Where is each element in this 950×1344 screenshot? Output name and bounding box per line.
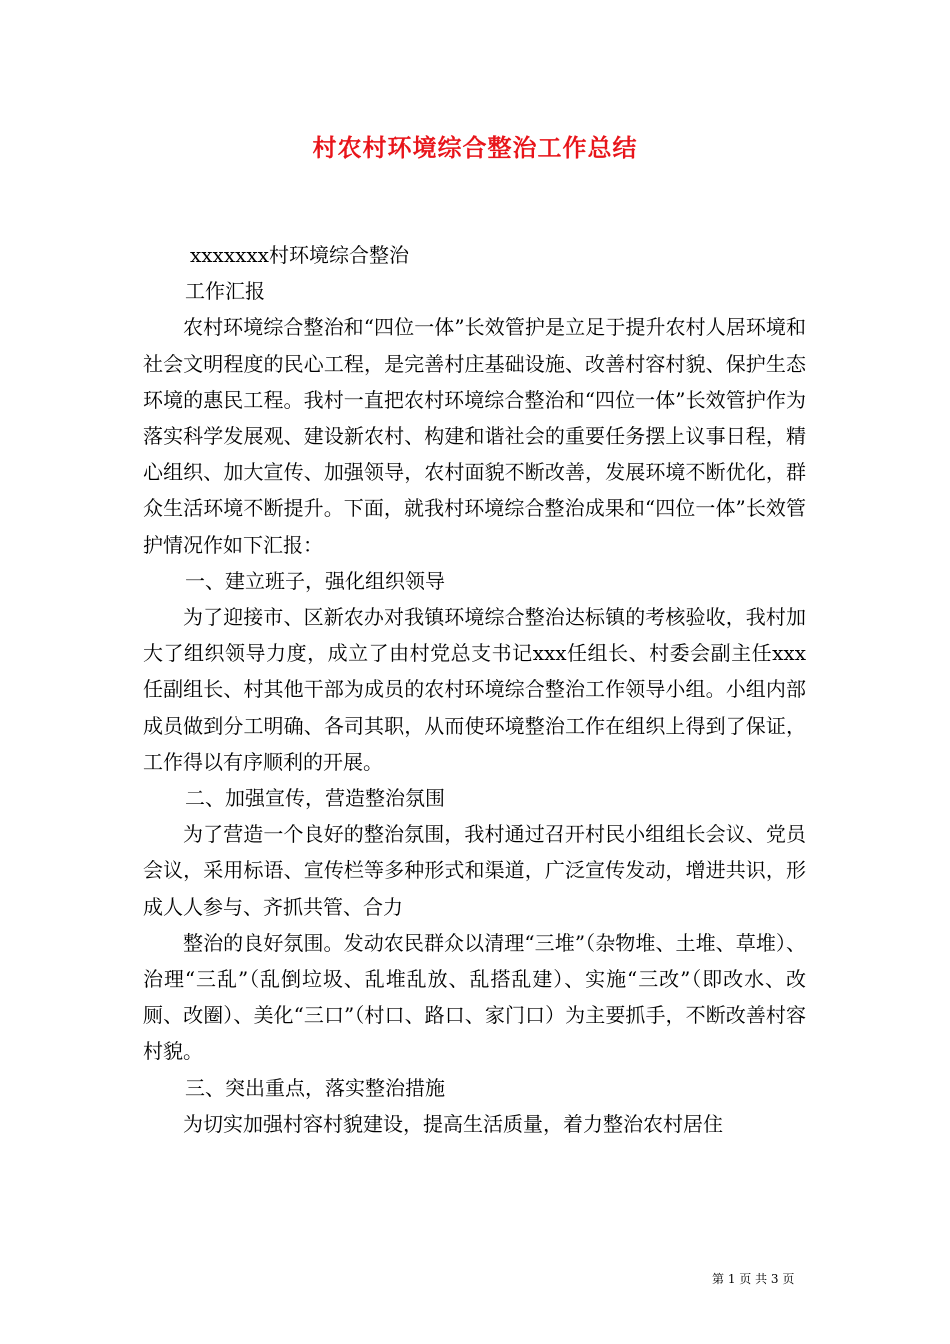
section-heading-1: 一、建立班子，强化组织领导: [185, 568, 445, 593]
section-heading-2: 二、加强宣传，营造整治氛围: [185, 786, 445, 811]
paragraph-intro: 农村环境综合整治和“四位一体”长效管护是立足于提升农村人居环境和社会文明程度的民心工程，是完善村庄基础设施、改善村容村貌、保护生态环境的惠民工程。我村一直把农村环境综合整治和“四位一体”长效管护作为落实科学发展观、建设新农村、构建和谐社会的重要任务摆上议事日程，精心组织、加大宣传、加强领导，农村面貌不断改善，发展环境不断优化，群众生活环境不断提升。下面，就我村环境综合整治成果和“四位一体”长效管护情况作如下汇报：: [143, 315, 806, 557]
section-heading-3: 三、突出重点，落实整治措施: [185, 1075, 445, 1100]
paragraph-section-1: 为了迎接市、区新农办对我镇环境综合整治达标镇的考核验收，我村加大了组织领导力度，成立了由村党总支书记xxx任组长、村委会副主任xxx任副组长、村其他干部为成员的农村环境综合整治工作领导小组。小组内部成员做到分工明确、各司其职，从而使环境整治工作在组织上得到了保证，工作得以有序顺利的开展。: [143, 605, 806, 774]
paragraph-report-label: 工作汇报: [185, 279, 265, 304]
page-indicator: 第 1 页 共 3 页: [712, 1272, 795, 1286]
paragraph-section-2a: 为了营造一个良好的整治氛围，我村通过召开村民小组组长会议、党员会议，采用标语、宣传栏等多种形式和渠道，广泛宣传发动，增进共识，形成人人参与、齐抓共管、合力: [143, 822, 806, 919]
paragraph-section-3: 为切实加强村容村貌建设，提高生活质量，着力整治农村居住: [183, 1111, 723, 1136]
document-body: [143, 237, 806, 1142]
paragraph-subject: xxxxxxx村环境综合整治: [190, 243, 409, 267]
document-title: 村农村环境综合整治工作总结: [312, 133, 638, 162]
paragraph-section-2b: 整治的良好氛围。发动农民群众以清理“三堆”（杂物堆、土堆、草堆）、治理“三乱”（乱倒垃圾、乱堆乱放、乱搭乱建）、实施“三改”（即改水、改厕、改圈）、美化“三口”（村口、路口、家门口）为主要抓手，不断改善村容村貌。: [143, 930, 806, 1064]
